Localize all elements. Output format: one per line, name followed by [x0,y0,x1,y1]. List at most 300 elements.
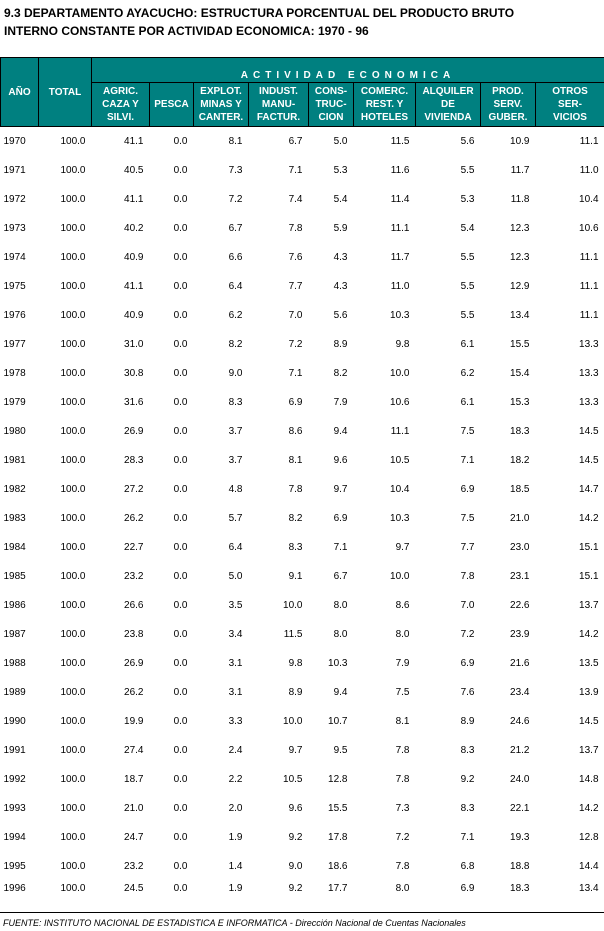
value-cell: 0.0 [173,687,188,698]
value-cell: 8.3 [460,803,475,814]
value-cell: 0.0 [173,861,188,872]
value-cell: 7.7 [460,542,475,553]
value-cell: 100.0 [60,310,86,321]
value-cell: 5.5 [460,252,475,263]
value-cell: 15.1 [579,542,599,553]
year-cell: 1970 [3,136,26,147]
value-cell: 5.5 [460,165,475,176]
value-cell: 26.6 [124,600,144,611]
value-cell: 24.6 [510,716,530,727]
value-cell: 9.7 [395,542,410,553]
value-cell: 0.0 [173,832,188,843]
value-cell: 6.1 [460,397,475,408]
table-row [1,301,604,330]
value-cell: 7.0 [288,310,303,321]
value-cell: 13.7 [579,600,599,611]
value-cell: 7.9 [395,658,410,669]
column-header-line: GUBER. [488,112,528,123]
value-cell: 11.4 [390,194,410,205]
year-cell: 1983 [3,513,26,524]
value-cell: 0.0 [173,629,188,640]
table-header [1,58,604,127]
year-cell: 1990 [3,716,26,727]
value-cell: 100.0 [60,165,86,176]
value-cell: 10.3 [328,658,348,669]
value-cell: 15.5 [328,803,348,814]
table-row [1,243,604,272]
column-header-line: FACTUR. [256,112,301,123]
value-cell: 41.1 [124,194,144,205]
value-cell: 100.0 [60,223,86,234]
value-cell: 2.0 [228,803,243,814]
value-cell: 5.0 [333,136,348,147]
column-header-line: CAZA Y [102,99,139,110]
value-cell: 6.4 [228,281,243,292]
year-cell: 1993 [3,803,26,814]
year-cell: 1980 [3,426,26,437]
value-cell: 6.9 [460,658,475,669]
value-cell: 11.7 [390,252,410,263]
value-cell: 100.0 [60,281,86,292]
column-header-line: COMERC. [360,86,409,97]
value-cell: 23.2 [124,861,144,872]
value-cell: 17.7 [328,883,348,894]
value-cell: 23.9 [510,629,530,640]
value-cell: 6.6 [228,252,243,263]
value-cell: 100.0 [60,397,86,408]
value-cell: 7.6 [460,687,475,698]
value-cell: 26.9 [124,426,144,437]
column-header [249,83,309,127]
value-cell: 5.6 [460,136,475,147]
value-cell: 6.4 [228,542,243,553]
value-cell: 100.0 [60,513,86,524]
value-cell: 100.0 [60,455,86,466]
value-cell: 4.3 [333,252,348,263]
value-cell: 11.5 [283,629,303,640]
value-cell: 100.0 [60,542,86,553]
value-cell: 9.7 [288,745,303,756]
value-cell: 14.5 [579,716,599,727]
value-cell: 13.4 [510,310,530,321]
value-cell: 100.0 [60,368,86,379]
value-cell: 2.4 [228,745,243,756]
value-cell: 0.0 [173,136,188,147]
value-cell: 5.3 [460,194,475,205]
value-cell: 0.0 [173,774,188,785]
value-cell: 8.1 [288,455,303,466]
column-header-line: CION [318,112,344,123]
value-cell: 3.1 [228,658,243,669]
value-cell: 10.0 [283,716,303,727]
value-cell: 26.9 [124,658,144,669]
column-header-line: ALQUILER [422,86,474,97]
value-cell: 0.0 [173,252,188,263]
value-cell: 100.0 [60,832,86,843]
value-cell: 100.0 [60,658,86,669]
value-cell: 14.7 [579,484,599,495]
value-cell: 18.3 [510,883,530,894]
value-cell: 8.9 [333,339,348,350]
value-cell: 14.2 [579,513,599,524]
table-row [1,852,604,881]
value-cell: 13.5 [579,658,599,669]
value-cell: 40.9 [124,310,144,321]
column-header [416,83,481,127]
value-cell: 9.0 [228,368,243,379]
value-cell: 24.0 [510,774,530,785]
value-cell: 22.1 [510,803,530,814]
value-cell: 41.1 [124,136,144,147]
value-cell: 5.3 [333,165,348,176]
value-cell: 21.0 [510,513,530,524]
value-cell: 7.7 [288,281,303,292]
value-cell: 6.2 [460,368,475,379]
value-cell: 15.5 [510,339,530,350]
value-cell: 18.5 [510,484,530,495]
value-cell: 6.7 [333,571,348,582]
gdp-structure-table [0,57,604,894]
value-cell: 10.0 [390,571,410,582]
table-row [1,127,604,157]
value-cell: 7.8 [395,774,410,785]
value-cell: 9.6 [288,803,303,814]
value-cell: 21.2 [510,745,530,756]
value-cell: 0.0 [173,310,188,321]
year-cell: 1987 [3,629,26,640]
value-cell: 10.0 [283,600,303,611]
value-cell: 12.3 [510,223,530,234]
value-cell: 12.3 [510,252,530,263]
value-cell: 5.4 [460,223,475,234]
value-cell: 27.4 [124,745,144,756]
value-cell: 31.0 [124,339,144,350]
year-cell: 1975 [3,281,26,292]
column-header-line: VICIOS [553,112,587,123]
value-cell: 8.6 [288,426,303,437]
table-row [1,272,604,301]
value-cell: 6.1 [460,339,475,350]
value-cell: 100.0 [60,484,86,495]
year-cell: 1978 [3,368,26,379]
value-cell: 11.1 [579,252,599,263]
value-cell: 23.2 [124,571,144,582]
value-cell: 40.2 [124,223,144,234]
value-cell: 3.7 [228,426,243,437]
table-row [1,359,604,388]
value-cell: 0.0 [173,165,188,176]
value-cell: 7.8 [288,484,303,495]
table-body [1,127,604,895]
column-header-line: REST. Y [365,99,404,110]
value-cell: 5.5 [460,310,475,321]
table-row [1,794,604,823]
title-line-1: 9.3 DEPARTAMENTO AYACUCHO: ESTRUCTURA PORCENTUAL DEL PRODUCTO BRUTO [4,6,515,20]
value-cell: 7.1 [460,455,475,466]
column-header-line: MANU- [261,99,296,110]
value-cell: 18.3 [510,426,530,437]
value-cell: 22.6 [510,600,530,611]
value-cell: 3.5 [228,600,243,611]
value-cell: 100.0 [60,629,86,640]
value-cell: 7.8 [288,223,303,234]
value-cell: 11.5 [390,136,410,147]
value-cell: 0.0 [173,745,188,756]
table-row [1,591,604,620]
value-cell: 14.8 [579,774,599,785]
year-cell: 1991 [3,745,26,756]
column-header-line: CONS- [314,86,348,97]
value-cell: 13.3 [579,368,599,379]
column-header-line: CANTER. [198,112,244,123]
value-cell: 6.9 [333,513,348,524]
value-cell: 100.0 [60,136,86,147]
value-cell: 7.2 [288,339,303,350]
value-cell: 13.9 [579,687,599,698]
value-cell: 9.2 [288,832,303,843]
value-cell: 40.9 [124,252,144,263]
column-header [481,83,536,127]
value-cell: 100.0 [60,803,86,814]
value-cell: 31.6 [124,397,144,408]
value-cell: 5.0 [228,571,243,582]
value-cell: 7.5 [460,426,475,437]
value-cell: 10.7 [328,716,348,727]
page-title [4,4,602,40]
value-cell: 0.0 [173,426,188,437]
value-cell: 0.0 [173,484,188,495]
table-row [1,620,604,649]
value-cell: 19.9 [124,716,144,727]
table-row [1,765,604,794]
value-cell: 3.7 [228,455,243,466]
table-row [1,417,604,446]
table-row [1,649,604,678]
value-cell: 23.8 [124,629,144,640]
value-cell: 8.3 [288,542,303,553]
table-row [1,504,604,533]
year-cell: 1989 [3,687,26,698]
value-cell: 5.6 [333,310,348,321]
value-cell: 8.0 [333,600,348,611]
value-cell: 100.0 [60,600,86,611]
header-year: AÑO [1,58,39,127]
table-row [1,533,604,562]
value-cell: 7.8 [395,861,410,872]
year-cell: 1988 [3,658,26,669]
value-cell: 8.3 [228,397,243,408]
table-row [1,823,604,852]
column-header [354,83,416,127]
year-cell: 1976 [3,310,26,321]
value-cell: 10.4 [390,484,410,495]
value-cell: 24.7 [124,832,144,843]
value-cell: 8.6 [395,600,410,611]
column-header-line: SER- [558,99,582,110]
value-cell: 5.7 [228,513,243,524]
value-cell: 15.3 [510,397,530,408]
column-header-line: OTROS [552,86,588,97]
value-cell: 4.3 [333,281,348,292]
column-header [536,83,604,127]
value-cell: 0.0 [173,513,188,524]
value-cell: 7.8 [460,571,475,582]
table-row [1,156,604,185]
value-cell: 18.8 [510,861,530,872]
column-header [150,83,194,127]
value-cell: 100.0 [60,194,86,205]
value-cell: 9.8 [395,339,410,350]
value-cell: 19.3 [510,832,530,843]
value-cell: 7.8 [395,745,410,756]
value-cell: 10.4 [579,194,599,205]
value-cell: 1.4 [228,861,243,872]
value-cell: 7.2 [395,832,410,843]
value-cell: 41.1 [124,281,144,292]
column-header-line: PESCA [154,99,189,110]
value-cell: 11.1 [579,310,599,321]
value-cell: 9.2 [288,883,303,894]
year-cell: 1977 [3,339,26,350]
value-cell: 23.1 [510,571,530,582]
column-header [194,83,249,127]
value-cell: 0.0 [173,455,188,466]
value-cell: 0.0 [173,883,188,894]
value-cell: 0.0 [173,803,188,814]
value-cell: 17.8 [328,832,348,843]
value-cell: 9.7 [333,484,348,495]
value-cell: 11.1 [579,281,599,292]
value-cell: 15.4 [510,368,530,379]
value-cell: 21.0 [124,803,144,814]
value-cell: 5.9 [333,223,348,234]
value-cell: 100.0 [60,883,86,894]
value-cell: 27.2 [124,484,144,495]
value-cell: 0.0 [173,542,188,553]
header-total: TOTAL [39,58,92,127]
value-cell: 22.7 [124,542,144,553]
value-cell: 9.0 [288,861,303,872]
value-cell: 0.0 [173,339,188,350]
value-cell: 100.0 [60,426,86,437]
column-header-row [1,83,604,127]
value-cell: 100.0 [60,774,86,785]
column-header-line: HOTELES [360,112,409,123]
value-cell: 100.0 [60,571,86,582]
value-cell: 13.3 [579,397,599,408]
table-row [1,330,604,359]
value-cell: 8.2 [333,368,348,379]
value-cell: 8.1 [228,136,243,147]
value-cell: 14.5 [579,426,599,437]
year-cell: 1992 [3,774,26,785]
value-cell: 11.1 [390,223,410,234]
value-cell: 28.3 [124,455,144,466]
value-cell: 10.3 [390,513,410,524]
value-cell: 100.0 [60,716,86,727]
title-line-2: INTERNO CONSTANTE POR ACTIVIDAD ECONOMICA: 1970 - 96 [4,24,369,38]
value-cell: 11.7 [510,165,530,176]
value-cell: 13.3 [579,339,599,350]
value-cell: 0.0 [173,194,188,205]
value-cell: 6.7 [288,136,303,147]
value-cell: 8.3 [460,745,475,756]
table-row [1,678,604,707]
value-cell: 7.4 [288,194,303,205]
value-cell: 1.9 [228,832,243,843]
value-cell: 5.5 [460,281,475,292]
value-cell: 100.0 [60,861,86,872]
value-cell: 11.8 [510,194,530,205]
value-cell: 14.2 [579,803,599,814]
column-header-line: SILVI. [106,112,135,123]
value-cell: 11.0 [390,281,410,292]
value-cell: 6.9 [460,484,475,495]
value-cell: 10.9 [510,136,530,147]
value-cell: 0.0 [173,716,188,727]
table-row [1,881,604,894]
year-cell: 1985 [3,571,26,582]
value-cell: 9.5 [333,745,348,756]
value-cell: 9.6 [333,455,348,466]
value-cell: 12.8 [579,832,599,843]
value-cell: 1.9 [228,883,243,894]
value-cell: 10.5 [283,774,303,785]
value-cell: 7.2 [460,629,475,640]
value-cell: 30.8 [124,368,144,379]
value-cell: 0.0 [173,600,188,611]
value-cell: 100.0 [60,745,86,756]
value-cell: 18.7 [124,774,144,785]
value-cell: 40.5 [124,165,144,176]
value-cell: 100.0 [60,339,86,350]
value-cell: 4.8 [228,484,243,495]
column-header-line: EXPLOT. [200,86,242,97]
table-row [1,562,604,591]
value-cell: 3.4 [228,629,243,640]
value-cell: 7.5 [460,513,475,524]
header-activity-group: ACTIVIDAD ECONOMICA [92,58,604,83]
year-cell: 1982 [3,484,26,495]
value-cell: 6.8 [460,861,475,872]
value-cell: 10.0 [390,368,410,379]
value-cell: 14.4 [579,861,599,872]
column-header-line: AGRIC. [103,86,138,97]
value-cell: 10.5 [390,455,410,466]
value-cell: 7.9 [333,397,348,408]
value-cell: 9.4 [333,426,348,437]
value-cell: 7.0 [460,600,475,611]
value-cell: 8.0 [395,629,410,640]
value-cell: 24.5 [124,883,144,894]
value-cell: 6.7 [228,223,243,234]
column-header [309,83,354,127]
value-cell: 100.0 [60,687,86,698]
column-header-line: VIVIENDA [424,112,472,123]
table-row [1,185,604,214]
value-cell: 21.6 [510,658,530,669]
value-cell: 14.5 [579,455,599,466]
value-cell: 7.1 [288,165,303,176]
table-row [1,707,604,736]
year-cell: 1979 [3,397,26,408]
value-cell: 23.0 [510,542,530,553]
value-cell: 9.4 [333,687,348,698]
value-cell: 6.9 [288,397,303,408]
column-header-line: MINAS Y [200,99,242,110]
table-row [1,388,604,417]
column-header [92,83,150,127]
